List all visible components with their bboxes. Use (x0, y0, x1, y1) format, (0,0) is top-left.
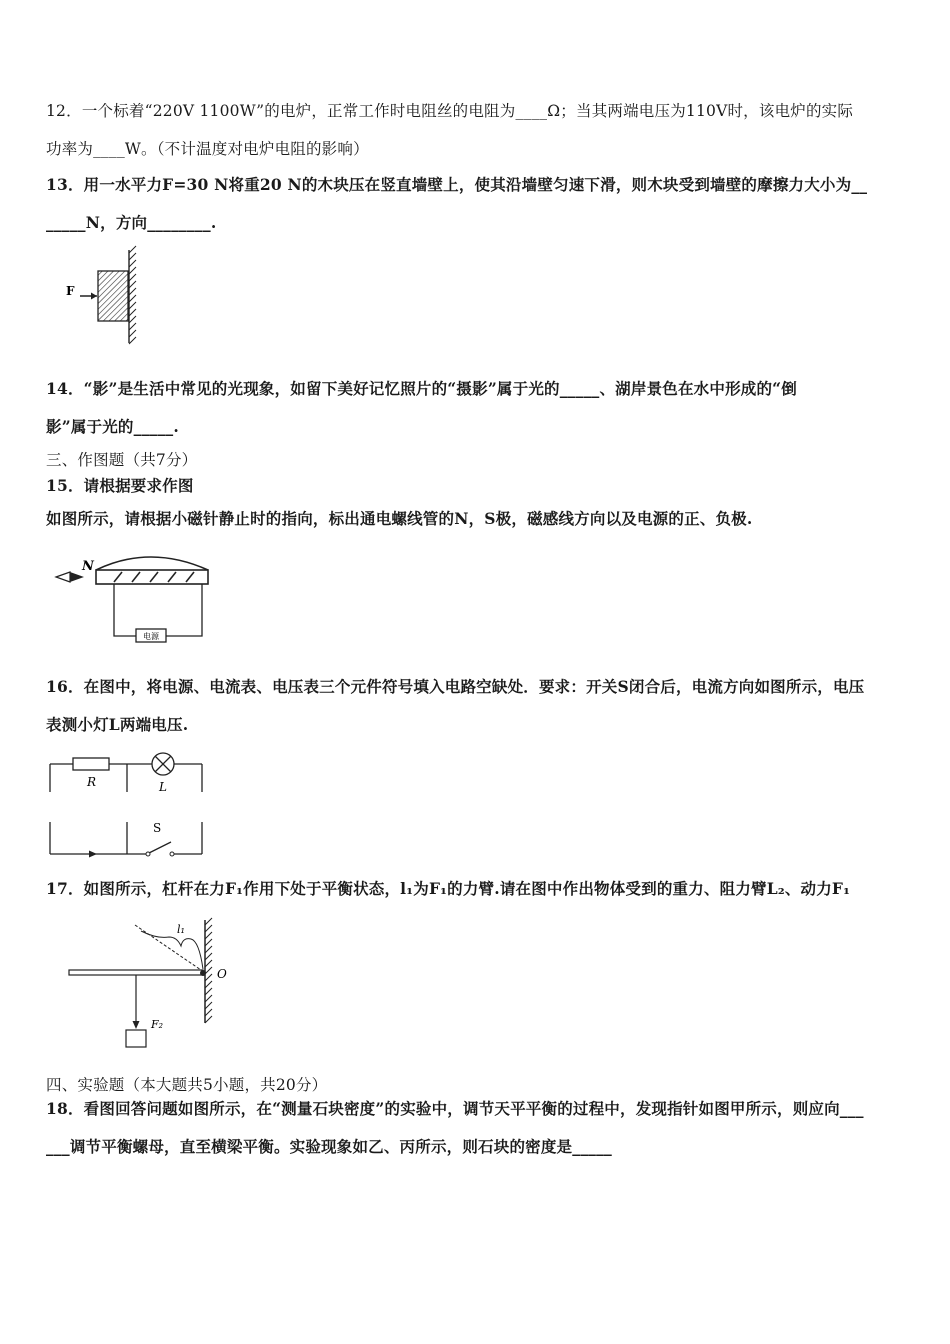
current-direction-arrow (89, 851, 97, 858)
q13-line-1: 13．用一水平力F=30 N将重20 N的木块压在竖直墙壁上，使其沿墙壁匀速下滑，则木块受到墙壁的摩擦力大小为__ (46, 175, 868, 194)
q16-line-2: 表测小灯L两端电压. (46, 715, 189, 734)
q18-line-2: ___调节平衡螺母，直至横梁平衡。实验现象如乙、丙所示，则石块的密度是_____ (46, 1137, 613, 1156)
force-f2-arrow (133, 1021, 140, 1029)
q15-line-1: 15．请根据要求作图 (46, 476, 194, 495)
q17-figure-lever (65, 915, 245, 1055)
q16-line-1: 16．在图中，将电源、电流表、电压表三个元件符号填入电路空缺处．要求：开关S闭合后，电流方向如图所示，电压 (46, 677, 865, 696)
wall-hatching (129, 246, 136, 344)
q14-line-1: 14．“影”是生活中常见的光现象，如留下美好记忆照片的“摄影”属于光的_____、湖岸景色在水中形成的“倒 (46, 379, 798, 398)
q16-figure-circuit (45, 752, 215, 862)
needle-left-half (56, 572, 70, 582)
q15-figure-solenoid (50, 548, 230, 648)
wire-left (114, 584, 136, 636)
hanging-block (126, 1030, 146, 1047)
lever-bar (69, 970, 203, 975)
force-label-f: F (66, 284, 75, 298)
q12-line-1: 12．一个标着“220V 1100W”的电炉，正常工作时电阻丝的电阻为____Ω；当其两端电压为110V时，该电炉的实际 (46, 102, 854, 120)
section-3-heading: 三、作图题（共7分） (46, 451, 198, 469)
wood-block (98, 271, 128, 321)
arm-l1-brace (141, 931, 203, 969)
resistor-r (73, 758, 109, 770)
needle-label-n: N (82, 559, 94, 574)
pivot-label: O (217, 967, 227, 981)
arm-label: l₁ (177, 923, 185, 936)
q12-line-2: 功率为____W。（不计温度对电炉电阻的影响） (46, 140, 369, 158)
solenoid-body (96, 570, 208, 584)
wall-hatching (205, 918, 212, 1023)
wire-right (166, 584, 202, 636)
power-source-label: 电源 (143, 632, 159, 641)
q14-line-2: 影”属于光的_____. (46, 417, 179, 436)
force-f1-line (135, 925, 201, 970)
switch-label: S (153, 821, 162, 835)
pivot-o (200, 970, 206, 976)
switch-s (149, 842, 171, 853)
section-4-heading: 四、实验题（本大题共5小题，共20分） (46, 1076, 328, 1094)
q13-figure-block-on-wall (60, 245, 160, 345)
resistor-label: R (87, 775, 97, 789)
force-label: F₂ (151, 1018, 164, 1031)
q18-line-1: 18．看图回答问题如图所示，在“测量石块密度”的实验中，调节天平平衡的过程中，发现指针如图甲所示，则应向___ (46, 1099, 864, 1118)
q15-line-2: 如图所示，请根据小磁针静止时的指向，标出通电螺线管的N，S极，磁感线方向以及电源的正、负极. (46, 509, 753, 528)
lamp-label: L (159, 780, 167, 794)
q13-line-2: _____N，方向________. (46, 213, 217, 232)
solenoid-top-dome (96, 557, 208, 570)
q17-line-1: 17．如图所示，杠杆在力F₁作用下处于平衡状态，l₁为F₁的力臂.请在图中作出物体受到的重力、阻力臂L₂、动力F₁ (46, 879, 851, 898)
